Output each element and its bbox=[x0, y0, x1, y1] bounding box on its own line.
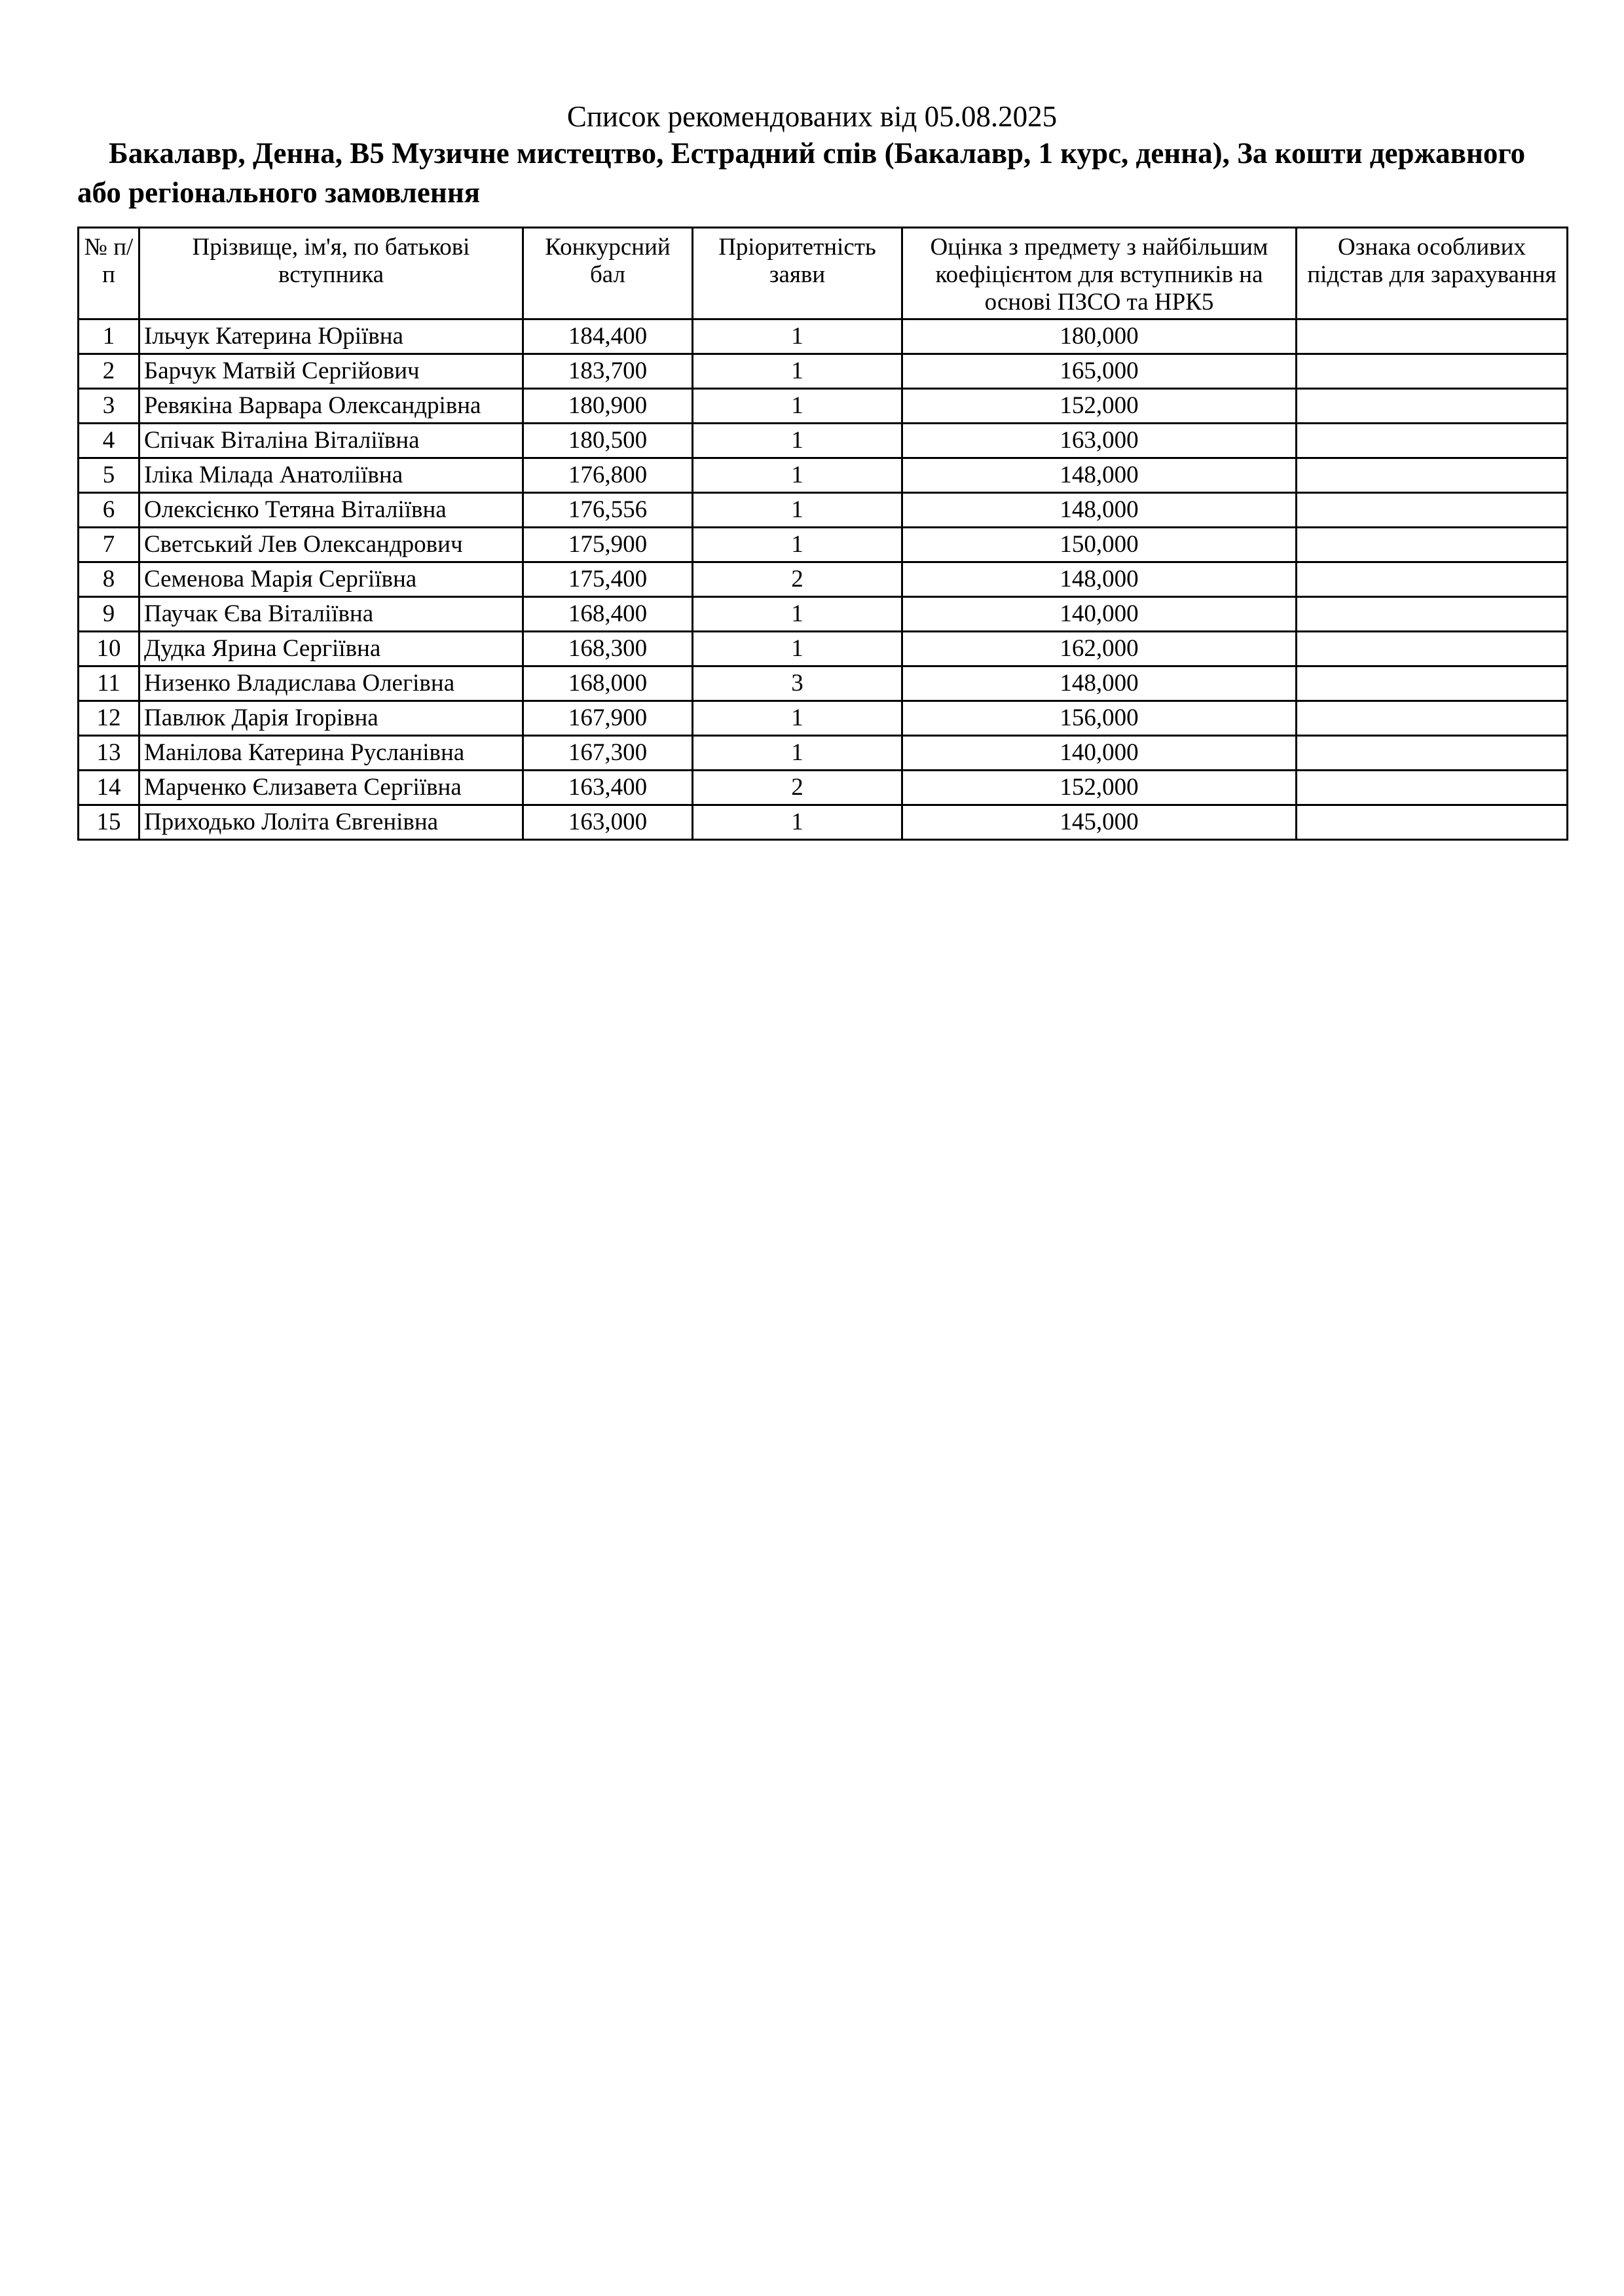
results-table-header bbox=[79, 228, 1568, 319]
row-score: 168,000 bbox=[523, 666, 693, 701]
row-num: 12 bbox=[79, 701, 139, 736]
header-row bbox=[79, 228, 1568, 319]
row-special-grounds bbox=[1297, 666, 1568, 701]
row-num: 10 bbox=[79, 632, 139, 666]
table-row bbox=[79, 389, 1568, 424]
table-row bbox=[79, 493, 1568, 528]
row-subject-score: 140,000 bbox=[902, 736, 1297, 771]
document-subtitle: Бакалавр, Денна, B5 Музичне мистецтво, Естрадний спів (Бакалавр, 1 курс, денна), За кошти державного або регіонального замовлення bbox=[77, 137, 1526, 209]
row-subject-score: 145,000 bbox=[902, 805, 1297, 840]
row-score: 180,900 bbox=[523, 389, 693, 424]
row-subject-score: 156,000 bbox=[902, 701, 1297, 736]
row-subject-score: 148,000 bbox=[902, 493, 1297, 528]
row-special-grounds bbox=[1297, 771, 1568, 805]
row-score: 180,500 bbox=[523, 424, 693, 458]
row-priority: 1 bbox=[693, 424, 902, 458]
row-special-grounds bbox=[1297, 319, 1568, 354]
row-priority: 1 bbox=[693, 354, 902, 389]
row-priority: 1 bbox=[693, 805, 902, 840]
table-row bbox=[79, 597, 1568, 632]
row-priority: 1 bbox=[693, 597, 902, 632]
header-name: Прізвище, ім'я, по батькові вступника bbox=[139, 228, 523, 319]
row-name: Ревякіна Варвара Олександрівна bbox=[139, 389, 523, 424]
row-subject-score: 148,000 bbox=[902, 458, 1297, 493]
row-score: 167,900 bbox=[523, 701, 693, 736]
row-subject-score: 165,000 bbox=[902, 354, 1297, 389]
row-name: Спічак Віталіна Віталіївна bbox=[139, 424, 523, 458]
table-row bbox=[79, 771, 1568, 805]
row-name: Іліка Мілада Анатоліївна bbox=[139, 458, 523, 493]
header-score: Конкурсний бал bbox=[523, 228, 693, 319]
row-num: 3 bbox=[79, 389, 139, 424]
row-num: 4 bbox=[79, 424, 139, 458]
row-special-grounds bbox=[1297, 389, 1568, 424]
row-special-grounds bbox=[1297, 528, 1568, 562]
row-special-grounds bbox=[1297, 805, 1568, 840]
table-row bbox=[79, 736, 1568, 771]
row-name: Олексієнко Тетяна Віталіївна bbox=[139, 493, 523, 528]
row-name: Марченко Єлизавета Сергіївна bbox=[139, 771, 523, 805]
row-priority: 1 bbox=[693, 389, 902, 424]
row-name: Приходько Лоліта Євгенівна bbox=[139, 805, 523, 840]
row-priority: 1 bbox=[693, 319, 902, 354]
row-score: 167,300 bbox=[523, 736, 693, 771]
row-name: Манілова Катерина Русланівна bbox=[139, 736, 523, 771]
header-priority: Пріоритетність заяви bbox=[693, 228, 902, 319]
row-name: Барчук Матвій Сергійович bbox=[139, 354, 523, 389]
row-special-grounds bbox=[1297, 458, 1568, 493]
row-special-grounds bbox=[1297, 632, 1568, 666]
row-num: 5 bbox=[79, 458, 139, 493]
table-row bbox=[79, 632, 1568, 666]
table-row bbox=[79, 701, 1568, 736]
row-subject-score: 148,000 bbox=[902, 562, 1297, 597]
row-priority: 1 bbox=[693, 736, 902, 771]
results-table-body bbox=[79, 319, 1568, 840]
row-num: 15 bbox=[79, 805, 139, 840]
row-priority: 1 bbox=[693, 701, 902, 736]
row-subject-score: 148,000 bbox=[902, 666, 1297, 701]
row-num: 6 bbox=[79, 493, 139, 528]
header-num: № п/п bbox=[79, 228, 139, 319]
row-name: Низенко Владислава Олегівна bbox=[139, 666, 523, 701]
row-score: 168,300 bbox=[523, 632, 693, 666]
row-num: 1 bbox=[79, 319, 139, 354]
results-table bbox=[77, 227, 1568, 841]
table-row bbox=[79, 354, 1568, 389]
row-score: 176,800 bbox=[523, 458, 693, 493]
row-name: Семенова Марія Сергіївна bbox=[139, 562, 523, 597]
row-subject-score: 150,000 bbox=[902, 528, 1297, 562]
row-priority: 1 bbox=[693, 632, 902, 666]
row-num: 14 bbox=[79, 771, 139, 805]
row-num: 8 bbox=[79, 562, 139, 597]
row-subject-score: 152,000 bbox=[902, 771, 1297, 805]
row-name: Дудка Ярина Сергіївна bbox=[139, 632, 523, 666]
row-name: Павлюк Дарія Ігорівна bbox=[139, 701, 523, 736]
table-row bbox=[79, 424, 1568, 458]
table-row bbox=[79, 319, 1568, 354]
row-special-grounds bbox=[1297, 736, 1568, 771]
row-special-grounds bbox=[1297, 562, 1568, 597]
row-subject-score: 180,000 bbox=[902, 319, 1297, 354]
row-num: 2 bbox=[79, 354, 139, 389]
row-priority: 3 bbox=[693, 666, 902, 701]
row-subject-score: 162,000 bbox=[902, 632, 1297, 666]
row-num: 11 bbox=[79, 666, 139, 701]
row-special-grounds bbox=[1297, 493, 1568, 528]
row-special-grounds bbox=[1297, 597, 1568, 632]
table-row bbox=[79, 528, 1568, 562]
row-score: 168,400 bbox=[523, 597, 693, 632]
row-subject-score: 163,000 bbox=[902, 424, 1297, 458]
row-priority: 2 bbox=[693, 771, 902, 805]
table-row bbox=[79, 805, 1568, 840]
row-priority: 1 bbox=[693, 528, 902, 562]
table-row bbox=[79, 458, 1568, 493]
row-name: Паучак Єва Віталіївна bbox=[139, 597, 523, 632]
header-special-grounds: Ознака особливих підстав для зарахування bbox=[1297, 228, 1568, 319]
row-special-grounds bbox=[1297, 701, 1568, 736]
row-score: 163,000 bbox=[523, 805, 693, 840]
table-row bbox=[79, 666, 1568, 701]
header-subject-score: Оцінка з предмету з найбільшим коефіцієнтом для вступників на основі ПЗСО та НРК5 bbox=[902, 228, 1297, 319]
row-priority: 1 bbox=[693, 493, 902, 528]
row-priority: 1 bbox=[693, 458, 902, 493]
row-score: 163,400 bbox=[523, 771, 693, 805]
row-score: 184,400 bbox=[523, 319, 693, 354]
row-special-grounds bbox=[1297, 424, 1568, 458]
table-row bbox=[79, 562, 1568, 597]
row-score: 175,900 bbox=[523, 528, 693, 562]
row-num: 7 bbox=[79, 528, 139, 562]
row-score: 176,556 bbox=[523, 493, 693, 528]
row-num: 13 bbox=[79, 736, 139, 771]
row-priority: 2 bbox=[693, 562, 902, 597]
row-num: 9 bbox=[79, 597, 139, 632]
document-title: Список рекомендованих від 05.08.2025 bbox=[566, 100, 1058, 133]
row-subject-score: 152,000 bbox=[902, 389, 1297, 424]
row-score: 175,400 bbox=[523, 562, 693, 597]
row-name: Светський Лев Олександрович bbox=[139, 528, 523, 562]
row-name: Ільчук Катерина Юріївна bbox=[139, 319, 523, 354]
row-special-grounds bbox=[1297, 354, 1568, 389]
row-subject-score: 140,000 bbox=[902, 597, 1297, 632]
row-score: 183,700 bbox=[523, 354, 693, 389]
